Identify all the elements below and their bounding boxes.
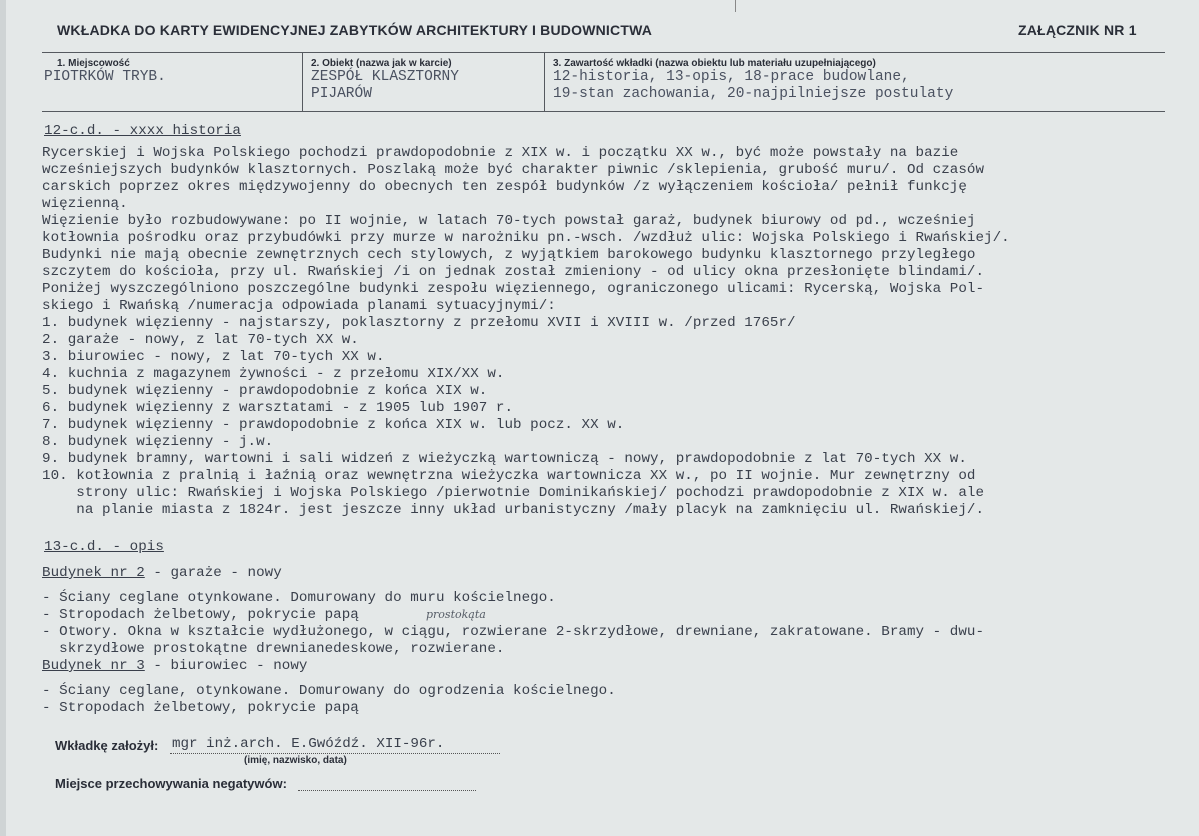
text-line: więzienną.: [42, 196, 128, 212]
heading-description: 13-c.d. - opis: [44, 539, 164, 555]
locality-cell: [42, 53, 302, 111]
building-2-title: Budynek nr 2: [42, 565, 145, 581]
contents-value: 12-historia, 13-opis, 18-prace budowlane, 19-stan zachowania, 20-najpilniejsze postulaty: [553, 69, 954, 102]
list-item: 1. budynek więzienny - najstarszy, poklasztorny z przełomu XVII i XVIII w. /przed 1765r/: [42, 315, 796, 331]
text-line: - Otwory. Okna w kształcie wydłużonego, w ciągu, rozwierane 2-skrzydłowe, drewniane, zakratowane. Bramy - dwu-: [42, 624, 985, 640]
text-line: kotłownia pośrodku oraz przybudówki przy murze w narożniku pn.-wsch. /wzdłuż ulic: Wojska Polskiego i Rwańskiej/.: [42, 230, 1010, 246]
building-3-desc: - biurowiec - nowy: [144, 658, 308, 674]
locality-label: 1. Miejscowość: [57, 58, 130, 69]
building-3-heading: [42, 658, 308, 675]
list-item: 10. kotłownia z pralnią i łaźnią oraz wewnętrzna wieżyczka wartownicza XX w., po II wojnie. Mur zewnętrzny od: [42, 468, 976, 484]
building-2-heading: [42, 565, 282, 582]
created-by-hint: (imię, nazwisko, data): [244, 755, 347, 766]
contents-label: 3. Zawartość wkładki (nazwa obiektu lub materiału uzupełniającego): [553, 58, 876, 69]
text-line: - Stropodach żelbetowy, pokrycie papą: [42, 700, 359, 716]
list-item: 3. biurowiec - nowy, z lat 70-tych XX w.: [42, 349, 385, 365]
negatives-location-label: Miejsce przechowywania negatywów:: [55, 776, 287, 791]
object-value: ZESPÓŁ KLASZTORNY PIJARÓW: [311, 69, 459, 102]
annex-number: ZAŁĄCZNIK NR 1: [1018, 22, 1137, 38]
text-line: szczytem do kościoła, przy ul. Rwańskiej /i on jednak został zmieniony - od ulicy okna przesłonięte blindami/.: [42, 264, 985, 280]
text-line: skrzydłowe prostokątne drewnianedeskowe, rozwierane.: [42, 641, 505, 657]
text-line: wcześniejszych budynków klasztornych. Poszlaką może być charakter piwnic /sklepienia, grubość muru/. Od czasów: [42, 162, 985, 178]
form-title: WKŁADKA DO KARTY EWIDENCYJNEJ ZABYTKÓW ARCHITEKTURY I BUDOWNICTWA: [57, 22, 653, 38]
fold-mark: [735, 0, 736, 12]
created-by-value: mgr inż.arch. E.Gwóźdź. XII-96r.: [172, 736, 445, 752]
heading-history: 12-c.d. - xxxx historia: [44, 123, 241, 139]
text-line: Budynki nie mają obecnie zewnętrznych cech stylowych, z wyjątkiem barokowego budynku klasztornego przyległego: [42, 247, 976, 263]
locality-value: PIOTRKÓW TRYB.: [44, 69, 166, 85]
object-cell: [302, 53, 545, 111]
list-item: 2. garaże - nowy, z lat 70-tych XX w.: [42, 332, 359, 348]
contents-cell: [544, 53, 1166, 111]
text-line: - Ściany ceglane otynkowane. Domurowany do muru kościelnego.: [42, 590, 556, 606]
handwritten-insert: prostokąta: [426, 608, 486, 621]
building-2-desc: - garaże - nowy: [144, 565, 282, 581]
created-by-label: Wkładkę założył:: [55, 738, 159, 753]
building-3-title: Budynek nr 3: [42, 658, 145, 674]
created-by-line: [170, 753, 500, 754]
text-line: - Ściany ceglane, otynkowane. Domurowany do ogrodzenia kościelnego.: [42, 683, 616, 699]
text-line: - Stropodach żelbetowy, pokrycie papą: [42, 607, 359, 623]
list-item: 8. budynek więzienny - j.w.: [42, 434, 274, 450]
card-edge: [0, 0, 6, 836]
list-item: 5. budynek więzienny - prawdopodobnie z końca XIX w.: [42, 383, 488, 399]
list-item: 6. budynek więzienny z warsztatami - z 1905 lub 1907 r.: [42, 400, 514, 416]
list-item: 7. budynek więzienny - prawdopodobnie z końca XIX w. lub pocz. XX w.: [42, 417, 625, 433]
text-line: Rycerskiej i Wojska Polskiego pochodzi prawdopodobnie z XIX w. i początku XX w., być może powstały na bazie: [42, 145, 959, 161]
text-line: Poniżej wyszczególniono poszczególne budynki zespołu więziennego, ograniczonego ulicami: Rycerską, Wojska Pol-: [42, 281, 985, 297]
text-line: Więzienie było rozbudowywane: po II wojnie, w latach 70-tych powstał garaż, budynek biurowy od pd., wcześniej: [42, 213, 976, 229]
text-line: skiego i Rwańską /numeracja odpowiada planami sytuacyjnymi/:: [42, 298, 556, 314]
negatives-location-line: [298, 790, 476, 791]
list-item: 4. kuchnia z magazynem żywności - z przełomu XIX/XX w.: [42, 366, 505, 382]
identification-table: [42, 52, 1165, 112]
list-item: 9. budynek bramny, wartowni i sali widzeń z wieżyczką wartowniczą - nowy, prawdopodobnie z lat 70-tych XX w.: [42, 451, 967, 467]
list-item: strony ulic: Rwańskiej i Wojska Polskiego /pierwotnie Dominikańskiej/ pochodzi prawdopodobnie z XIX w. ale: [42, 485, 985, 501]
text-line: carskich poprzez okres międzywojenny do obecnych ten zespół budynków /z wyłączeniem kościoła/ pełnił funkcję: [42, 179, 967, 195]
object-label: 2. Obiekt (nazwa jak w karcie): [311, 58, 452, 69]
list-item: na planie miasta z 1824r. jest jeszcze inny układ urbanistyczny /mały placyk na zamknięciu ul. Rwańskiej/.: [42, 502, 985, 518]
